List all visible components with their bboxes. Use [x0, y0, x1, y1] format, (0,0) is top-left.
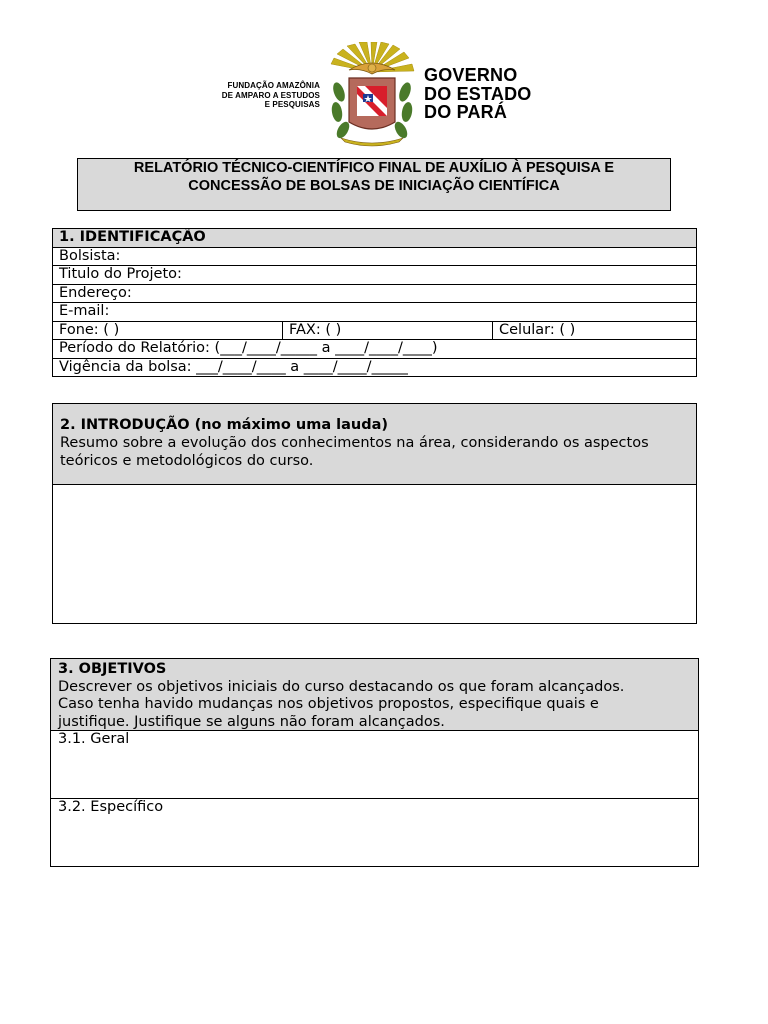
introducao-header	[53, 404, 696, 485]
introducao-section	[52, 403, 697, 624]
fapespa-line-3: E PESQUISAS	[264, 100, 320, 109]
introducao-desc-1: Resumo sobre a evolução dos conhecimentos na área, considerando os aspectos	[60, 435, 649, 451]
fapespa-line-2: DE AMPARO A ESTUDOS	[221, 90, 320, 100]
gov-line-2: DO ESTADO	[424, 83, 532, 104]
introducao-desc-2: teóricos e metodológicos do curso.	[60, 453, 314, 469]
vigencia-bolsa-field[interactable]: Vigência da bolsa: ___/____/____ a ____/____/_____	[59, 358, 408, 375]
objetivo-especifico-area[interactable]	[51, 799, 698, 867]
objetivos-desc-1: Descrever os objetivos iniciais do curso destacando os que foram alcançados.	[58, 678, 625, 695]
objetivo-geral-label: 3.1. Geral	[58, 731, 130, 747]
crest-ribbon	[341, 138, 403, 146]
identificacao-heading: 1. IDENTIFICAÇÃO	[53, 229, 696, 248]
celular-field[interactable]: Celular: ( )	[499, 321, 576, 338]
fapespa-line-1: FUNDAÇÃO AMAZÔNIA	[227, 81, 320, 90]
objetivos-section	[50, 658, 699, 867]
objetivos-desc-2: Caso tenha havido mudanças nos objetivos propostos, especifique quais e	[58, 696, 599, 712]
crest-flag	[357, 86, 387, 116]
gov-line-3: DO PARÁ	[424, 102, 508, 122]
report-title-line-2: CONCESSÃO DE BOLSAS DE INICIAÇÃO CIENTÍFICA	[188, 177, 560, 194]
contact-row	[53, 322, 696, 341]
introducao-answer-area[interactable]	[53, 485, 696, 623]
objetivo-geral-area[interactable]	[51, 731, 698, 799]
email-field[interactable]: E-mail:	[53, 303, 696, 322]
fapespa-logo-text	[200, 81, 320, 110]
governo-logo-text	[424, 66, 531, 122]
objetivos-desc-3: justifique. Justifique se alguns não foram alcançados.	[58, 713, 445, 730]
fone-field[interactable]: Fone: ( )	[53, 322, 283, 340]
titulo-projeto-field[interactable]: Titulo do Projeto:	[53, 266, 696, 285]
report-title-line-1: RELATÓRIO TÉCNICO-CIENTÍFICO FINAL DE AUXÍLIO À PESQUISA E	[133, 160, 615, 176]
periodo-relatorio-field[interactable]: Período do Relatório: (___/____/_____ a ____/____/____)	[53, 340, 696, 359]
identificacao-table	[52, 228, 697, 377]
objetivo-especifico-label: 3.2. Específico	[58, 799, 164, 815]
objetivos-header	[51, 659, 698, 731]
report-title	[77, 158, 671, 211]
endereco-field[interactable]: Endereço:	[53, 285, 696, 304]
para-coat-of-arms-icon	[327, 42, 417, 148]
fax-field[interactable]: FAX: ( )	[283, 322, 493, 340]
introducao-heading: 2. INTRODUÇÃO (no máximo uma lauda)	[60, 417, 389, 433]
bolsista-field[interactable]: Bolsista:	[53, 248, 696, 267]
gov-line-1: GOVERNO	[424, 65, 518, 85]
objetivos-heading: 3. OBJETIVOS	[58, 661, 167, 677]
